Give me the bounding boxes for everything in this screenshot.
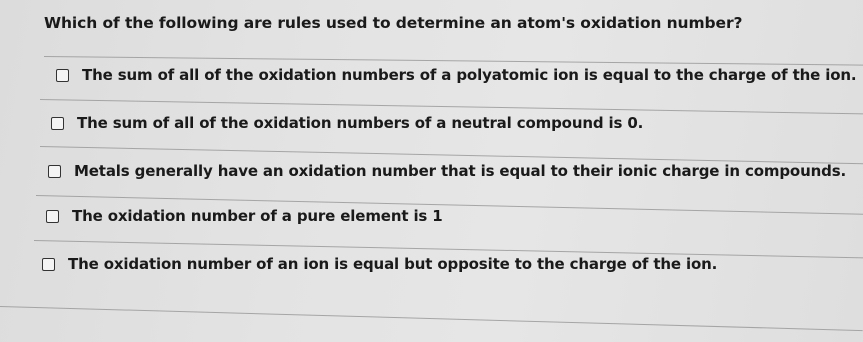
option-pure-element[interactable] — [46, 207, 443, 225]
question-text: Which of the following are rules used to determine an atom's oxidation number? — [44, 14, 743, 32]
checkbox[interactable] — [46, 210, 59, 223]
option-metals-ionic-charge[interactable] — [48, 162, 846, 180]
option-label: Metals generally have an oxidation number that is equal to their ionic charge in compounds. — [74, 162, 847, 180]
option-label: The sum of all of the oxidation numbers of a neutral compound is 0. — [77, 114, 644, 132]
divider — [40, 99, 863, 114]
checkbox[interactable] — [48, 165, 61, 178]
divider — [0, 306, 863, 331]
option-polyatomic-ion-sum[interactable] — [56, 66, 856, 84]
option-ion-opposite-charge[interactable] — [42, 255, 717, 273]
checkbox[interactable] — [51, 117, 64, 130]
option-label: The oxidation number of an ion is equal but opposite to the charge of the ion. — [68, 255, 718, 273]
option-label: The oxidation number of a pure element is 1 — [72, 207, 443, 225]
divider — [44, 56, 863, 66]
option-neutral-compound-sum[interactable] — [51, 114, 643, 132]
option-label: The sum of all of the oxidation numbers of a polyatomic ion is equal to the charge of the ion. — [82, 66, 857, 84]
checkbox[interactable] — [56, 69, 69, 82]
checkbox[interactable] — [42, 258, 55, 271]
